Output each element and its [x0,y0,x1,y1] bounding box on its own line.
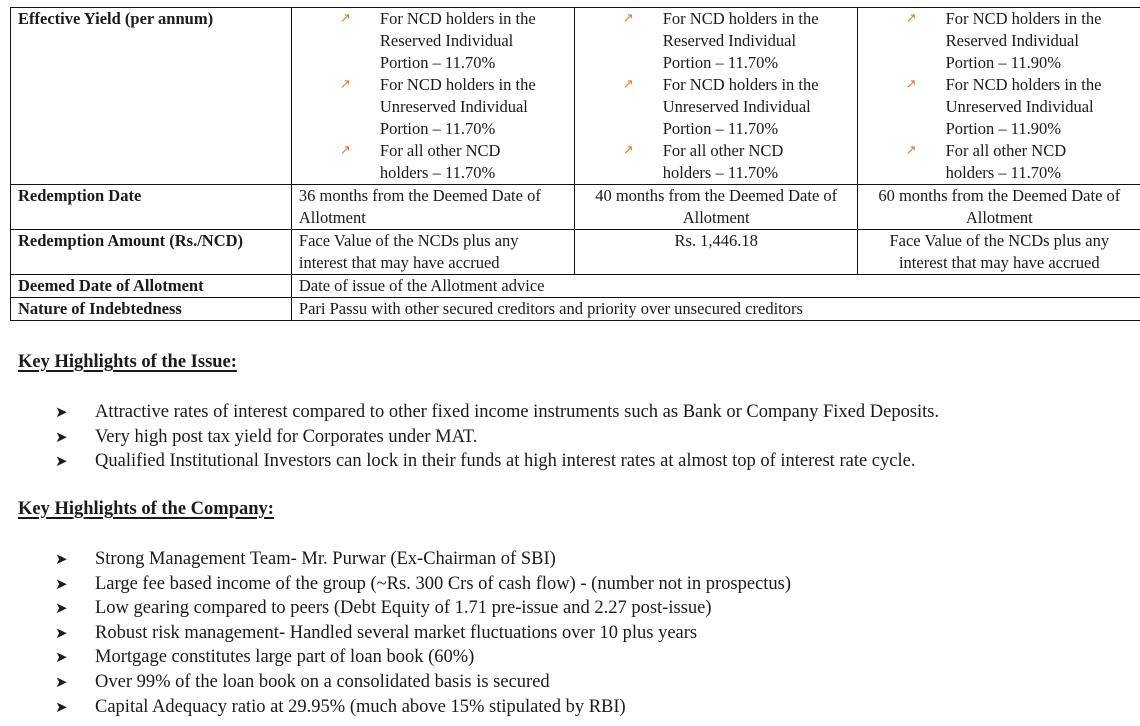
yield-item: ↗ For NCD holders in the Unreserved Individual Portion – 11.70% [622,75,819,138]
arrowhead-right-icon: ➤ [55,648,68,667]
table-row-redemption-amount [11,230,1140,275]
yield-item: ↗ For NCD holders in the Unreserved Individual Portion – 11.90% [905,75,1102,138]
yield-cell-series-2 [574,8,857,185]
yield-cell-series-3 [857,8,1140,185]
arrowhead-right-icon: ➤ [55,427,68,446]
list-item: ➤ Over 99% of the loan book on a consolidated basis is secured [55,670,791,695]
list-item: ➤ Strong Management Team- Mr. Purwar (Ex-Chairman of SBI) [55,547,791,572]
table-cell: Date of issue of the Allotment advice [291,275,1140,298]
table-cell: Pari Passu with other secured creditors and priority over unsecured creditors [291,298,1140,321]
yield-cell-series-1 [291,8,574,185]
row-label: Deemed Date of Allotment [11,275,292,298]
table-row-effective-yield [11,8,1140,185]
north-east-arrow-icon: ↗ [339,77,351,92]
arrowhead-right-icon: ➤ [55,599,68,618]
north-east-arrow-icon: ↗ [905,143,917,158]
issue-highlights-list [55,400,939,474]
arrowhead-right-icon: ➤ [55,550,68,568]
company-highlights-heading: Key Highlights of the Company: [18,499,274,519]
row-label: Redemption Amount (Rs./NCD) [11,230,292,275]
table-cell: 36 months from the Deemed Date of Allotment [291,185,574,230]
table-row-redemption-date [11,185,1140,230]
yield-item: ↗ For all other NCD holders – 11.70% [339,141,501,182]
issue-highlights-heading: Key Highlights of the Issue: [18,352,237,372]
list-item: ➤ Attractive rates of interest compared to other fixed income instruments such as Bank or Company Fixed Deposits. [55,400,939,425]
yield-item: ↗ For NCD holders in the Reserved Individual Portion – 11.70% [622,9,819,72]
north-east-arrow-icon: ↗ [622,77,634,92]
list-item: ➤ Capital Adequacy ratio at 29.95% (much above 15% stipulated by RBI) [55,695,791,720]
yield-item: ↗ For NCD holders in the Unreserved Individual Portion – 11.70% [339,75,536,138]
list-item: ➤ Qualified Institutional Investors can lock in their funds at high interest rates at almost top of interest rate cycle. [55,449,939,474]
arrowhead-right-icon: ➤ [55,452,68,471]
north-east-arrow-icon: ↗ [905,11,917,26]
north-east-arrow-icon: ↗ [622,143,634,158]
ncd-terms-table [10,7,1140,321]
arrowhead-right-icon: ➤ [55,697,68,716]
north-east-arrow-icon: ↗ [622,11,634,26]
arrowhead-right-icon: ➤ [55,672,68,691]
table-row-nature [11,298,1140,321]
table-cell: 60 months from the Deemed Date of Allotment [857,185,1140,230]
company-highlights-list [55,547,791,719]
list-item: ➤ Very high post tax yield for Corporates under MAT. [55,425,939,450]
arrowhead-right-icon: ➤ [55,574,68,593]
yield-item: ↗ For all other NCD holders – 11.70% [905,141,1067,182]
table-row-deemed-date [11,275,1140,298]
table-cell: Face Value of the NCDs plus any interest that may have accrued [291,230,574,275]
north-east-arrow-icon: ↗ [339,143,351,158]
table-cell: Rs. 1,446.18 [574,230,857,275]
list-item: ➤ Low gearing compared to peers (Debt Equity of 1.71 pre-issue and 2.27 post-issue) [55,596,791,621]
yield-item: ↗ For NCD holders in the Reserved Individual Portion – 11.70% [339,9,536,72]
arrowhead-right-icon: ➤ [55,623,68,642]
north-east-arrow-icon: ↗ [905,77,917,92]
row-label: Redemption Date [11,185,292,230]
list-item: ➤ Robust risk management- Handled several market fluctuations over 10 plus years [55,621,791,646]
north-east-arrow-icon: ↗ [339,11,351,26]
arrowhead-right-icon: ➤ [55,403,68,421]
list-item: ➤ Large fee based income of the group (~Rs. 300 Crs of cash flow) - (number not in prospectus) [55,572,791,597]
yield-item: ↗ For all other NCD holders – 11.70% [622,141,784,182]
yield-item: ↗ For NCD holders in the Reserved Individual Portion – 11.90% [905,9,1102,72]
row-label: Nature of Indebtedness [11,298,292,321]
row-label: Effective Yield (per annum) [11,8,292,185]
table-cell: Face Value of the NCDs plus any interest that may have accrued [857,230,1140,275]
list-item: ➤ Mortgage constitutes large part of loan book (60%) [55,645,791,670]
table-cell: 40 months from the Deemed Date of Allotment [574,185,857,230]
